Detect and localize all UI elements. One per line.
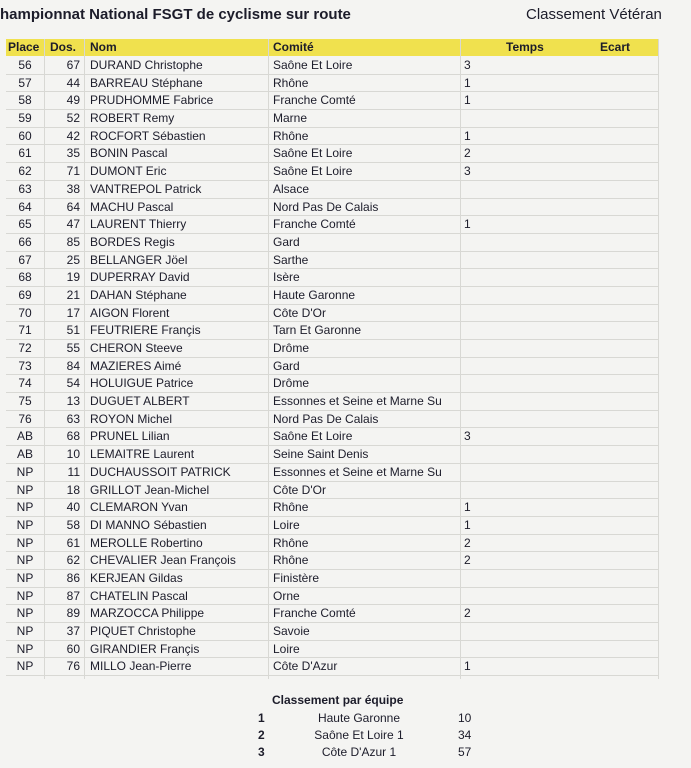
table-row [6,641,658,659]
table-row [6,269,658,287]
place-cell: NP [16,464,34,479]
nom-cell: ROBERT Remy [90,111,175,126]
table-row [6,658,658,676]
table-row [6,145,658,163]
comite-cell: Alsace [273,181,310,196]
place-cell: 67 [18,252,32,267]
place-cell: NP [16,659,34,674]
table-row [6,252,658,270]
comite-cell: Loire [273,517,300,532]
table-row [6,199,658,217]
team-score: 10 [458,711,472,725]
table-row [6,163,658,181]
comite-cell: Tarn Et Garonne [273,323,362,338]
comite-cell: Rhône [273,500,309,515]
table-row [6,128,658,146]
place-cell: NP [16,588,34,603]
header-ecart: Ecart [600,40,631,54]
dos-cell: 18 [66,482,80,497]
header-place: Place [8,40,40,54]
place-cell: 68 [18,270,32,285]
place-cell: 73 [18,358,32,373]
nom-cell: CHEVALIER Jean François [90,553,236,568]
comite-cell: Saône Et Loire [273,146,353,161]
points-cell: 2 [464,146,471,161]
dos-cell: 85 [66,234,80,249]
comite-cell: Gard [273,234,300,249]
dos-cell: 17 [66,305,80,320]
nom-cell: AIGON Florent [90,305,170,320]
comite-cell: Franche Comté [273,606,356,621]
comite-cell: Franche Comté [273,217,356,232]
nom-cell: VANTREPOL Patrick [90,181,202,196]
comite-cell: Finistère [273,570,320,585]
points-cell: 1 [464,659,471,674]
table-header [6,39,658,56]
nom-cell: DUCHAUSSOIT PATRICK [90,464,231,479]
place-cell: NP [16,624,34,638]
dos-cell: 11 [67,464,80,479]
nom-cell: DAHAN Stéphane [90,287,187,302]
nom-cell: DUGUET ALBERT [90,394,190,409]
table-row [6,375,658,393]
comite-cell: Rhône [273,553,309,568]
comite-cell: Essonnes et Seine et Marne Su [273,394,442,409]
table-row [6,535,658,553]
table-row [6,570,658,588]
header-temps: Temps [506,40,544,54]
comite-cell: Rhône [273,75,309,90]
points-cell: 1 [464,517,471,532]
comite-cell: Drôme [273,376,310,391]
row-divider [6,675,658,676]
dos-cell: 55 [66,341,80,355]
place-cell: 56 [18,58,32,72]
nom-cell: DI MANNO Sébastien [90,517,207,532]
table-row [6,499,658,517]
dos-cell: 62 [66,553,80,568]
dos-cell: 47 [66,217,80,232]
points-cell: 1 [464,500,471,515]
place-cell: NP [16,553,34,568]
comite-cell: Côte D'Or [273,305,326,320]
points-cell: 2 [464,606,471,621]
dos-cell: 25 [66,252,80,267]
place-cell: AB [16,429,33,444]
nom-cell: GIRANDIER Françis [90,641,200,656]
dos-cell: 76 [66,659,80,674]
nom-cell: DUPERRAY David [90,270,190,285]
nom-cell: GRILLOT Jean-Michel [90,482,210,497]
table-row [6,358,658,376]
team-name: Haute Garonne [317,711,401,725]
points-cell: 1 [464,75,471,90]
place-cell: 62 [18,164,32,179]
points-cell: 1 [464,93,471,108]
place-cell: 61 [18,146,32,161]
dos-cell: 40 [66,500,80,515]
table-row [6,216,658,234]
table-row [6,340,658,358]
dos-cell: 87 [66,588,80,603]
team-ranking-row [258,745,488,761]
points-cell: 3 [464,429,471,444]
place-cell: NP [16,535,34,550]
table-row [6,287,658,305]
table-row [6,605,658,623]
table-row [6,393,658,411]
place-cell: 64 [18,199,32,214]
comite-cell: Sarthe [273,252,309,267]
nom-cell: LEMAITRE Laurent [90,447,195,462]
nom-cell: PRUNEL Lilian [90,429,170,444]
dos-cell: 89 [66,606,80,621]
place-cell: AB [16,447,33,462]
results-table [6,57,658,676]
table-row [6,110,658,128]
team-ranking-title: Classement par équipe [272,693,404,707]
dos-cell: 67 [66,58,80,72]
place-cell: NP [16,517,34,532]
comite-cell: Saône Et Loire [273,429,353,444]
nom-cell: LAURENT Thierry [90,217,187,232]
dos-cell: 68 [66,429,80,444]
comite-cell: Côte D'Azur [273,659,338,674]
dos-cell: 60 [66,641,80,656]
comite-cell: Nord Pas De Calais [273,411,379,426]
points-cell: 2 [464,553,471,568]
comite-cell: Savoie [273,624,310,638]
table-row [6,305,658,323]
team-name: Côte D'Azur 1 [321,745,397,759]
table-row [6,482,658,500]
table-row [6,428,658,446]
category-label: Classement Vétéran [526,6,662,23]
dos-cell: 54 [66,376,80,391]
dos-cell: 63 [66,411,80,426]
points-cell: 1 [464,217,471,232]
place-cell: 75 [18,394,32,409]
nom-cell: ROYON Michel [90,411,173,426]
nom-cell: BORDES Regis [90,234,175,249]
place-cell: 58 [18,93,32,108]
header-dos: Dos. [50,40,77,54]
nom-cell: KERJEAN Gildas [90,570,183,585]
table-row [6,411,658,429]
nom-cell: ROCFORT Sébastien [90,128,206,143]
table-row [6,181,658,199]
dos-cell: 51 [66,323,80,338]
place-cell: 65 [18,217,32,232]
dos-cell: 19 [66,270,80,285]
points-cell: 2 [464,535,471,550]
comite-cell: Drôme [273,341,310,355]
table-row [6,75,658,93]
comite-cell: Haute Garonne [273,287,356,302]
comite-cell: Essonnes et Seine et Marne Su [273,464,442,479]
dos-cell: 10 [66,447,80,462]
comite-cell: Saône Et Loire [273,164,353,179]
comite-cell: Nord Pas De Calais [273,199,379,214]
table-row [6,588,658,606]
team-ranking-row [258,711,488,727]
nom-cell: DUMONT Eric [90,164,167,179]
place-cell: 60 [18,128,32,143]
points-cell: 1 [464,128,471,143]
dos-cell: 13 [66,394,80,409]
place-cell: NP [16,606,34,621]
nom-cell: CHATELIN Pascal [90,588,188,603]
table-row [6,517,658,535]
nom-cell: BONIN Pascal [90,146,168,161]
comite-cell: Rhône [273,128,309,143]
table-row [6,92,658,110]
nom-cell: MACHU Pascal [90,199,174,214]
nom-cell: MEROLLE Robertino [90,535,203,550]
place-cell: NP [16,482,34,497]
nom-cell: DURAND Christophe [90,58,203,72]
comite-cell: Orne [273,588,300,603]
place-cell: NP [16,641,34,656]
dos-cell: 61 [66,535,80,550]
comite-cell: Gard [273,358,300,373]
dos-cell: 37 [66,624,80,638]
nom-cell: CLEMARON Yvan [90,500,188,515]
dos-cell: 38 [66,181,80,196]
dos-cell: 42 [66,128,80,143]
comite-cell: Isère [273,270,300,285]
dos-cell: 52 [66,111,80,126]
dos-cell: 71 [66,164,80,179]
comite-cell: Franche Comté [273,93,356,108]
comite-cell: Seine Saint Denis [273,447,369,462]
nom-cell: CHERON Steeve [90,341,183,355]
points-cell: 3 [464,164,471,179]
nom-cell: BARREAU Stéphane [90,75,203,90]
place-cell: 70 [18,305,32,320]
page-title: hampionnat National FSGT de cyclisme sur route [0,6,351,23]
comite-cell: Saône Et Loire [273,58,353,72]
nom-cell: MARZOCCA Philippe [90,606,205,621]
place-cell: 63 [18,181,32,196]
table-row [6,57,658,75]
team-name: Saône Et Loire 1 [314,728,404,742]
dos-cell: 35 [66,146,80,161]
team-score: 57 [458,745,472,759]
place-cell: NP [16,570,34,585]
column-divider [658,39,659,679]
table-row [6,322,658,340]
dos-cell: 49 [66,93,80,108]
nom-cell: HOLUIGUE Patrice [90,376,194,391]
comite-cell: Loire [273,641,300,656]
place-cell: 69 [18,287,32,302]
place-cell: 76 [18,411,32,426]
comite-cell: Rhône [273,535,309,550]
nom-cell: BELLANGER Jöel [90,252,188,267]
place-cell: 59 [18,111,32,126]
dos-cell: 58 [66,517,80,532]
team-rank: 3 [258,745,265,759]
table-row [6,234,658,252]
table-row [6,552,658,570]
team-rank: 1 [258,711,265,725]
comite-cell: Côte D'Or [273,482,326,497]
dos-cell: 21 [66,287,80,302]
table-row [6,623,658,641]
table-row [6,464,658,482]
place-cell: 57 [18,75,32,90]
nom-cell: PIQUET Christophe [90,624,196,638]
dos-cell: 84 [66,358,80,373]
place-cell: 74 [18,376,32,391]
place-cell: NP [16,500,34,515]
dos-cell: 86 [66,570,80,585]
place-cell: 66 [18,234,32,249]
place-cell: 72 [18,341,32,355]
team-rank: 2 [258,728,265,742]
team-ranking-row [258,728,488,744]
nom-cell: MAZIERES Aimé [90,358,182,373]
header-nom: Nom [90,40,117,54]
nom-cell: PRUDHOMME Fabrice [90,93,214,108]
dos-cell: 64 [66,199,80,214]
dos-cell: 44 [66,75,80,90]
header-comite: Comité [273,40,314,54]
comite-cell: Marne [273,111,308,126]
place-cell: 71 [18,323,32,338]
team-score: 34 [458,728,472,742]
nom-cell: FEUTRIERE Françis [90,323,201,338]
points-cell: 3 [464,58,471,72]
table-row [6,446,658,464]
nom-cell: MILLO Jean-Pierre [90,659,192,674]
